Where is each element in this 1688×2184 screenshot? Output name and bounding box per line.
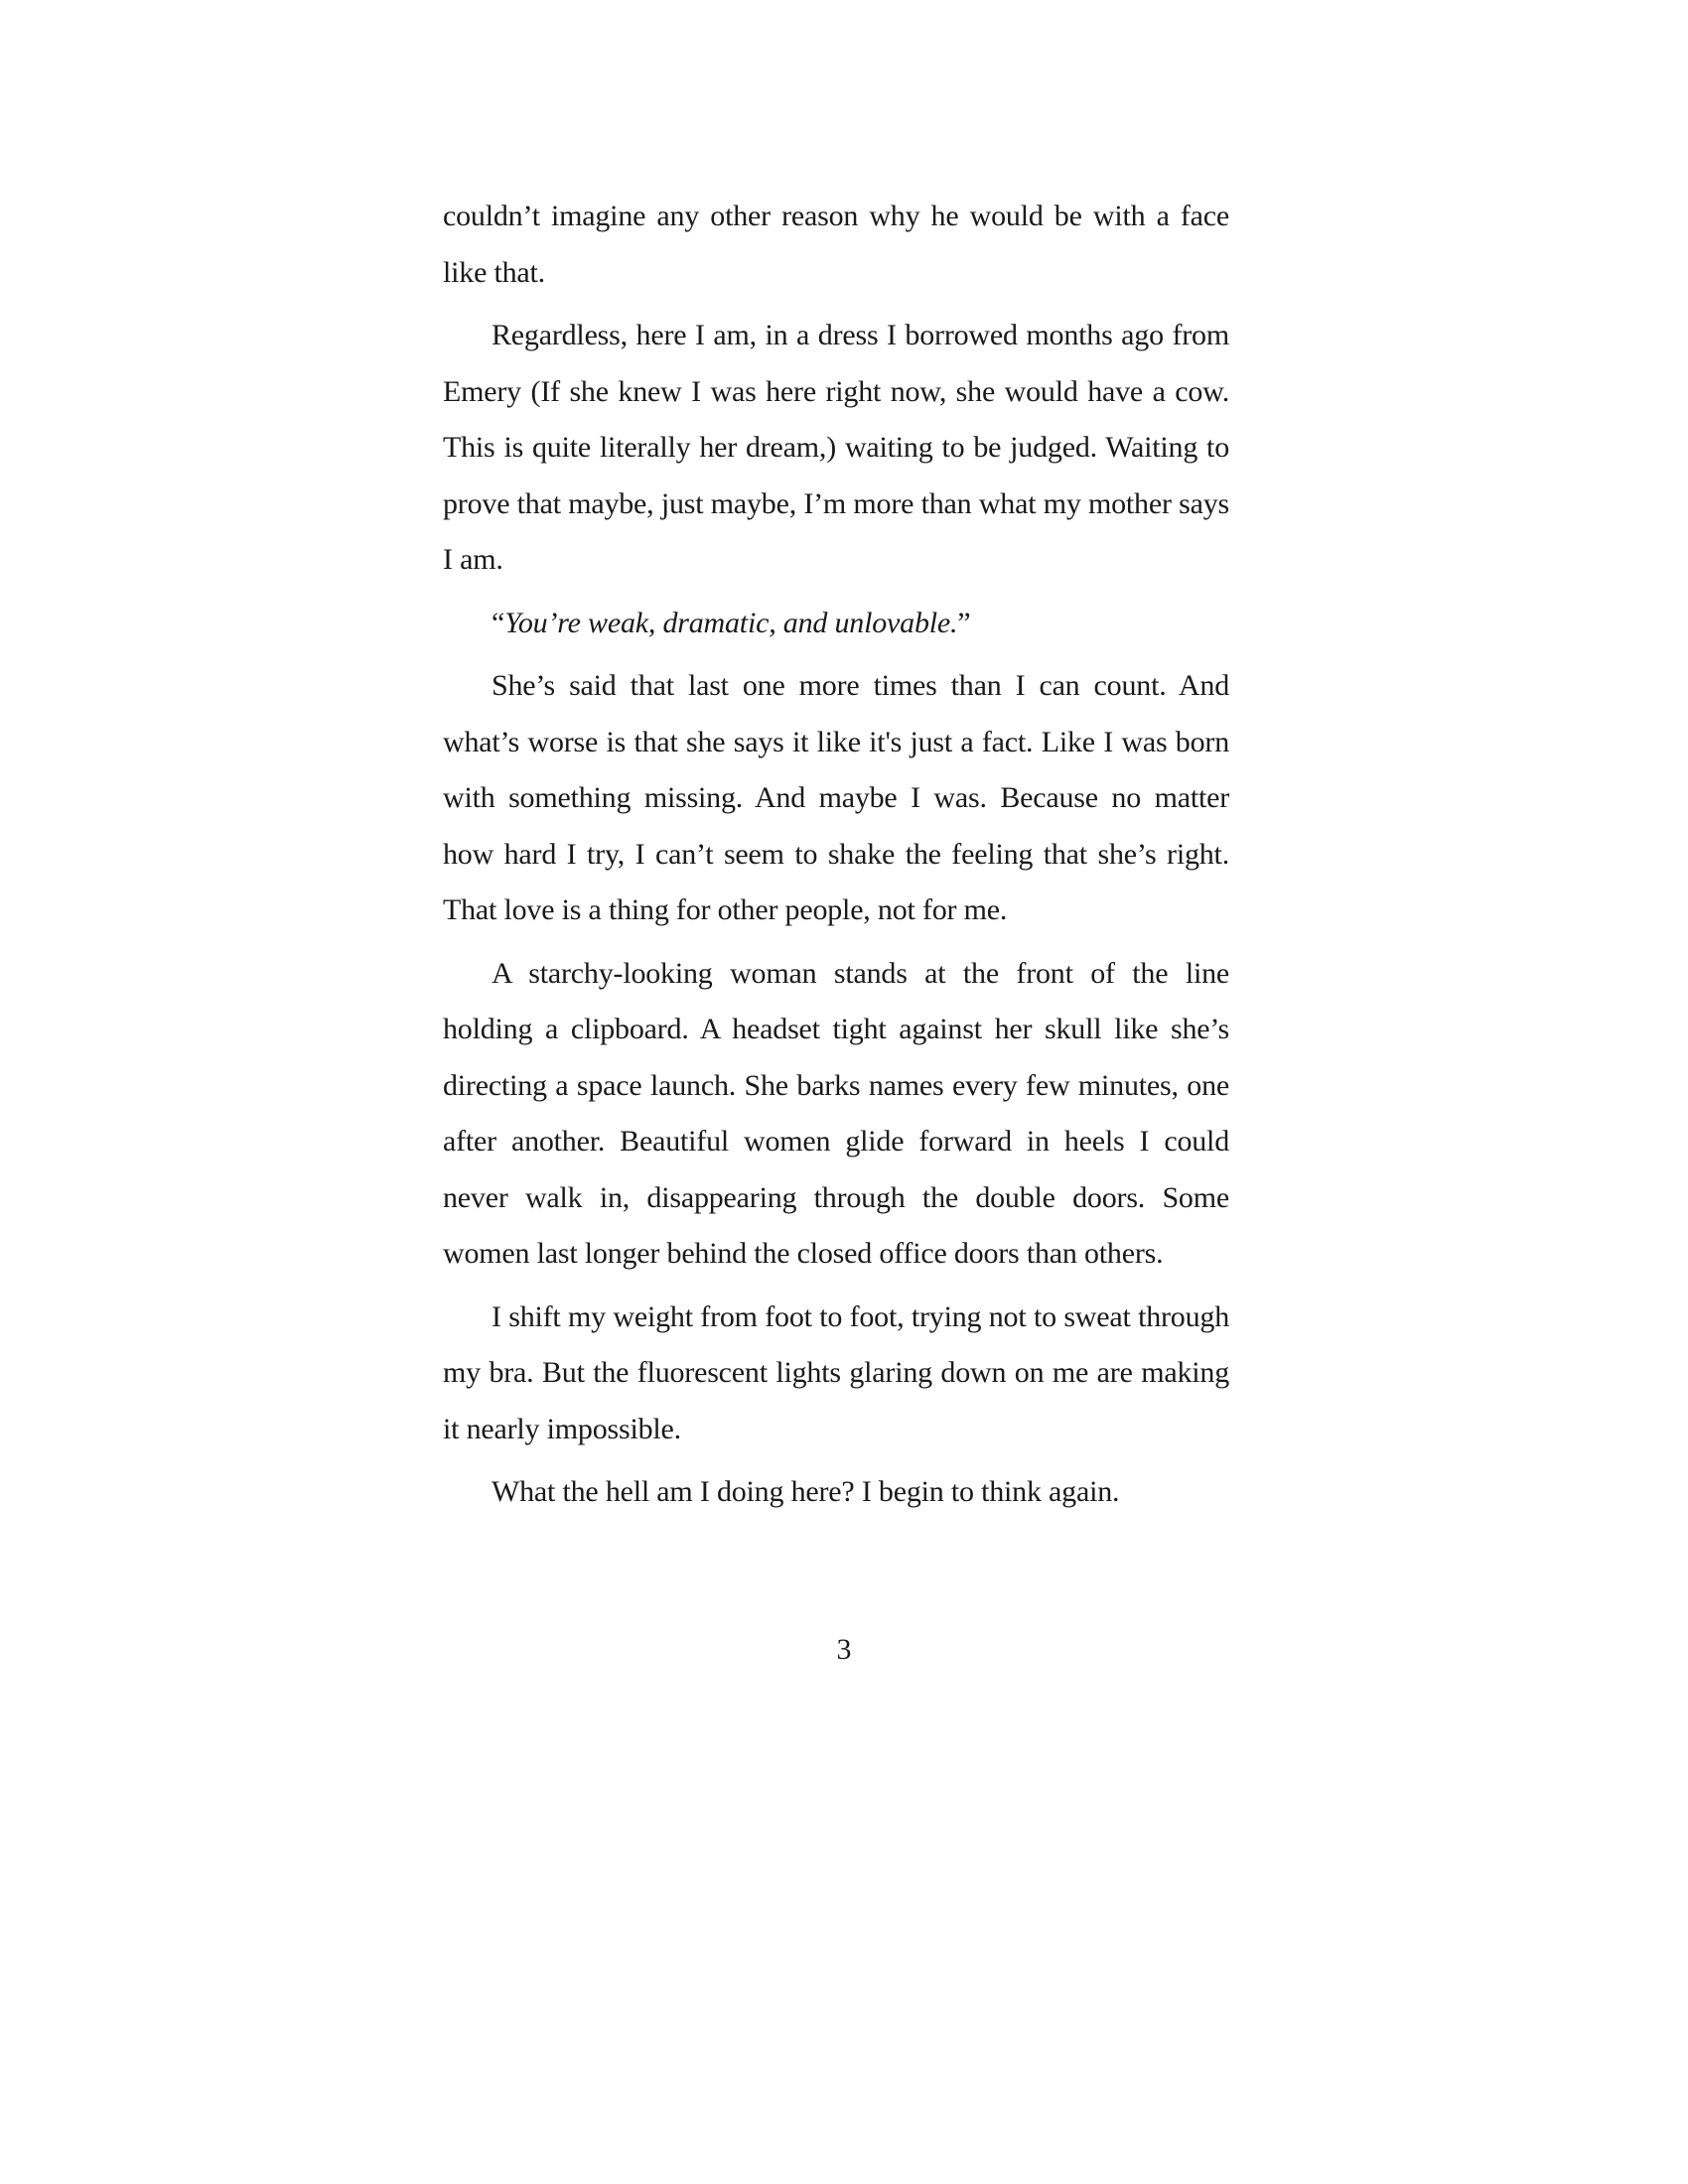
paragraph-starchy-woman: A starchy-looking woman stands at the front of the line holding a clipboard. A headset tight against her skull like she’s directing a space launch. She barks names every few minutes, one after another. Beautiful women glide forward in heels I could never walk in, disappearing through the double doors. Some women last longer behind the closed office doors than others. — [443, 956, 1229, 1270]
page-number: 3 — [836, 1633, 852, 1666]
paragraph-mother-quote — [443, 596, 1229, 652]
close-quote: ” — [957, 606, 971, 639]
paragraph-regardless: Regardless, here I am, in a dress I borrowed months ago from Emery (If she knew I was here right now, she would have a cow. This is quite literally her dream,) waiting to be judged. Waiting to prove that maybe, just maybe, I’m more than what my mother says I am. — [443, 319, 1229, 576]
paragraph-shes-said: She’s said that last one more times than I can count. And what’s worse is that she says it like it's just a fact. Like I was born with something missing. And maybe I was. Because no matter how hard I try, I can’t seem to shake the feeling that she’s right. That love is a thing for other people, not for me. — [443, 669, 1229, 926]
paragraph-what-the-hell: What the hell am I doing here? I begin to think again. — [492, 1475, 1120, 1508]
italic-quote-text: You’re weak, dramatic, and unlovable. — [504, 606, 958, 639]
paragraph-shift-weight: I shift my weight from foot to foot, trying not to sweat through my bra. But the fluorescent lights glaring down on me are making it nearly impossible. — [443, 1299, 1229, 1445]
paragraph-continuation: couldn’t imagine any other reason why he would be with a face like that. — [443, 200, 1229, 289]
open-quote: “ — [492, 606, 505, 639]
page-body — [443, 189, 1229, 1528]
